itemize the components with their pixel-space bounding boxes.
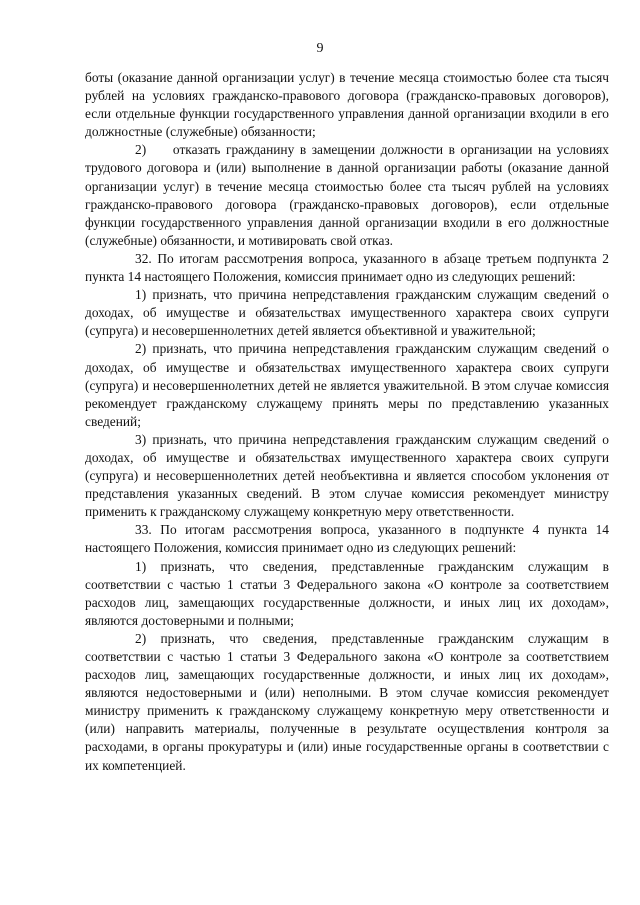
paragraph-item-2: 2) отказать гражданину в замещении должности в организации на условиях трудового договора и (или) выполнение в данной организации работы (оказание данной организации услуг) в течение месяца стоимостью более ста тысяч рублей на условиях гражданско-правового договора (гражданско-правовых договоров), если отдельные функции государственного управления данной организации входили в его должностные (служебные) обязанности, и мотивировать свой отказ. [85, 142, 609, 248]
paragraph-33-item-1: 1) признать, что сведения, представленные гражданским служащим в соответствии с частью 1 статьи 3 Федерального закона «О контроле за соответствием расходов лиц, замещающих государственные должности, и иных лиц их доходам», являются достоверными и полными; [85, 558, 609, 628]
paragraph-section-33: 33. По итогам рассмотрения вопроса, указанного в подпункте 4 пункта 14 настоящего Положения, комиссия принимает одно из следующих решений: [85, 522, 609, 556]
paragraph-continuation: боты (оказание данной организации услуг) в течение месяца стоимостью более ста тысяч рублей на условиях гражданско-правового договора (гражданско-правовых договоров), если отдельные функции государственного управления данной организации входили в его должностные (служебные) обязанности; [85, 70, 609, 140]
paragraph-33-item-2: 2) признать, что сведения, представленные гражданским служащим в соответствии с частью 1 статьи 3 Федерального закона «О контроле за соответствием расходов лиц, замещающих государственные должности, и иных лиц их доходам», являются недостоверными и (или) неполными. В этом случае комиссия рекомендует министру применить к гражданскому служащему конкретную меру ответственности и (или) направить материалы, полученные в результате осуществления контроля за расходами, в органы прокуратуры и (или) иные государственные органы в соответствии с их компетенцией. [85, 630, 609, 773]
document-body [85, 69, 609, 775]
paragraph-32-item-2: 2) признать, что причина непредставления гражданским служащим сведений о доходах, об имуществе и обязательствах имущественного характера своих супруги (супруга) и несовершеннолетних детей не является уважительной. В этом случае комиссия рекомендует гражданскому служащему принять меры по представлению указанных сведений; [85, 341, 609, 429]
paragraph-section-32: 32. По итогам рассмотрения вопроса, указанного в абзаце третьем подпункта 2 пункта 14 настоящего Положения, комиссия принимает одно из следующих решений: [85, 250, 609, 285]
paragraph-32-item-1: 1) признать, что причина непредставления гражданским служащим сведений о доходах, об имуществе и обязательствах имущественного характера своих супруги (супруга) и несовершеннолетних детей является объективной и уважительной; [85, 287, 609, 339]
paragraph-32-item-3: 3) признать, что причина непредставления гражданским служащим сведений о доходах, об имуществе и обязательствах имущественного характера своих супруги (супруга) и несовершеннолетних детей необъективна и является способом уклонения от представления указанных сведений. В этом случае комиссия рекомендует министру применить к гражданскому служащему конкретную меру ответственности. [85, 431, 609, 520]
page-number: 9 [316, 41, 324, 56]
